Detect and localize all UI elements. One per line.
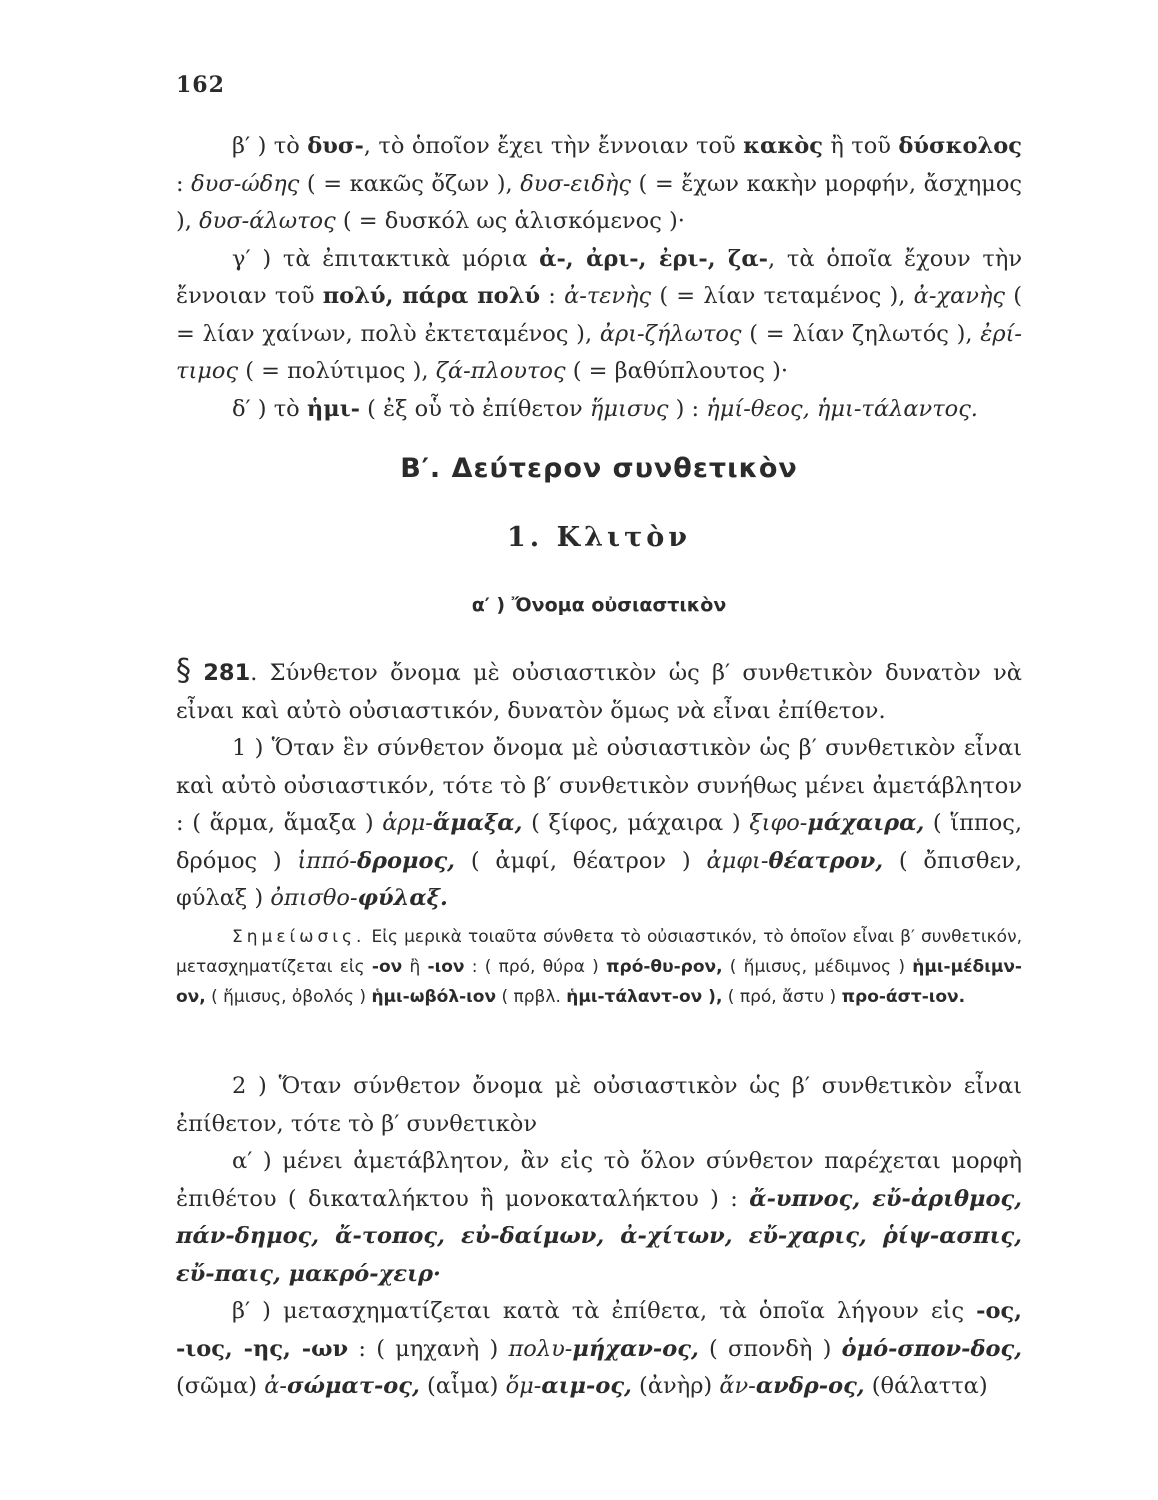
section-281-block [176, 652, 1022, 918]
term-dyskolos: δύσκολος [898, 133, 1022, 159]
note-label: Σημείωσις. [232, 927, 366, 947]
section-number: 281 [203, 660, 251, 686]
term-kakos: κακὸς [743, 133, 823, 159]
rule-2-block [176, 1068, 1022, 1406]
paragraph-rule-2a: α′ ) μένει ἀμετάβλητον, ἂν εἰς τὸ ὅλον σύνθετον παρέχεται μορφὴ ἐπιθέτου ( δικαταλήκτου ἢ μονοκαταλήκτου ) : ἄ-υπνος, εὔ-ἀριθμος, πάν-δημος, ἄ-τοπος, εὐ-δαίμων, ἀ-χίτων, εὔ-χαρις, ῥίψ-ασπις, εὔ-παις, μακρό-χειρ· [176, 1148, 1023, 1287]
paragraph-gamma: γ′ ) τὰ ἐπιτακτικὰ μόρια ἀ-, ἀρι-, ἐρι-, ζα-, τὰ ὁποῖα ἔχουν τὴν ἔννοιαν τοῦ πολύ, πάρα πολύ : ἀ-τενὴς ( = λίαν τεταμένος ), ἀ-χανὴς ( = λίαν χαίνων, πολὺ ἐκτεταμένος ), ἀρι-ζήλωτος ( = λίαν ζηλωτός ), ἐρί-τιμος ( = πολύτιμος ), ζά-πλουτος ( = βαθύπλουτος )· [176, 245, 1022, 384]
section-heading: Β′. Δεύτερον συνθετικὸν [400, 453, 798, 484]
term-hemi: ἡμι- [306, 395, 360, 422]
paragraph-delta: δ′ ) τὸ ἡμι- ( ἐξ οὗ τὸ ἐπίθετον ἥμισυς ) : ἡμί-θεος, ἡμι-τάλαντος. [232, 395, 978, 422]
term-dys: δυσ- [307, 133, 364, 159]
page-number: 162 [176, 72, 225, 98]
note-block [176, 922, 1022, 1012]
note-paragraph: Σημείωσις. Εἰς μερικὰ τοιαῦτα σύνθετα τὸ οὐσιαστικόν, τὸ ὁποῖον εἶναι β′ συνθετικόν, μετασχηματίζεται εἰς -ον ἢ -ιον : ( πρό, θύρα ) πρό-θυ-ρον, ( ἥμισυς, μέδιμνος ) ἡμι-μέδιμν-ον, ( ἥμισυς, ὀβολός ) ἡμι-ωβόλ-ιον ( πρβλ. ἡμι-τάλαντ-ον ), ( πρό, ἄστυ ) προ-άστ-ιον. [176, 927, 1022, 1007]
subsubsection-heading: α′ ) Ὄνομα οὐσιαστικὸν [471, 594, 727, 616]
prefix-list-block [176, 128, 1022, 428]
paragraph-281: § 281. Σύνθετον ὄνομα μὲ οὐσιαστικὸν ὡς β′ συνθετικὸν δυνατὸν νὰ εἶναι καὶ αὐτὸ οὐσιαστικόν, δυνατὸν ὅμως νὰ εἶναι ἐπίθετον. [176, 653, 1022, 724]
subsection-heading: 1. Κλιτὸν [507, 522, 691, 553]
section-sign: § [176, 653, 191, 688]
term-endings: -ος, -ιος, -ης, -ων [176, 1298, 1022, 1362]
paragraph-rule-1: 1 ) Ὅταν ἓν σύνθετον ὄνομα μὲ οὐσιαστικὸν ὡς β′ συνθετικὸν εἶναι καὶ αὐτὸ οὐσιαστικόν, τότε τὸ β′ συνθετικὸν συνήθως μένει ἀμετάβλητον : ( ἅρμα, ἅμαξα ) ἁρμ-ἅμαξα, ( ξίφος, μάχαιρα ) ξιφο-μάχαιρα, ( ἵππος, δρόμος ) ἱππό-δρομος, ( ἀμφί, θέατρον ) ἀμφι-θέατρον, ( ὄπισθεν, φύλαξ ) ὀπισθο-φύλαξ. [176, 735, 1023, 911]
paragraph-rule-2: 2 ) Ὅταν σύνθετον ὄνομα μὲ οὐσιαστικὸν ὡς β′ συνθετικὸν εἶναι ἐπίθετον, τότε τὸ β′ συνθετικὸν [176, 1073, 1022, 1137]
paragraph-rule-2b: β′ ) μετασχηματίζεται κατὰ τὰ ἐπίθετα, τὰ ὁποῖα λήγουν εἰς -ος, -ιος, -ης, -ων : ( μηχανὴ ) πολυ-μήχαν-ος, ( σπονδὴ ) ὁμό-σπον-δος, (σῶμα) ἀ-σώματ-ος, (αἷμα) ὅμ-αιμ-ος, (ἀνὴρ) ἄν-ανδρ-ος, (θάλαττα) [176, 1298, 1022, 1399]
term-poly: πολύ, πάρα πολύ [322, 283, 541, 309]
term-intensive-particles: ἀ-, ἀρι-, ἐρι-, ζα- [539, 245, 769, 272]
paragraph-beta: β′ ) τὸ δυσ-, τὸ ὁποῖον ἔχει τὴν ἔννοιαν τοῦ κακὸς ἢ τοῦ δύσκολος : δυσ-ώδης ( = κακῶς ὄζων ), δυσ-ειδὴς ( = ἔχων κακὴν μορφήν, ἄσχημος ), δυσ-άλωτος ( = δυσκόλ ως ἁλισκόμενος )· [176, 133, 1023, 234]
